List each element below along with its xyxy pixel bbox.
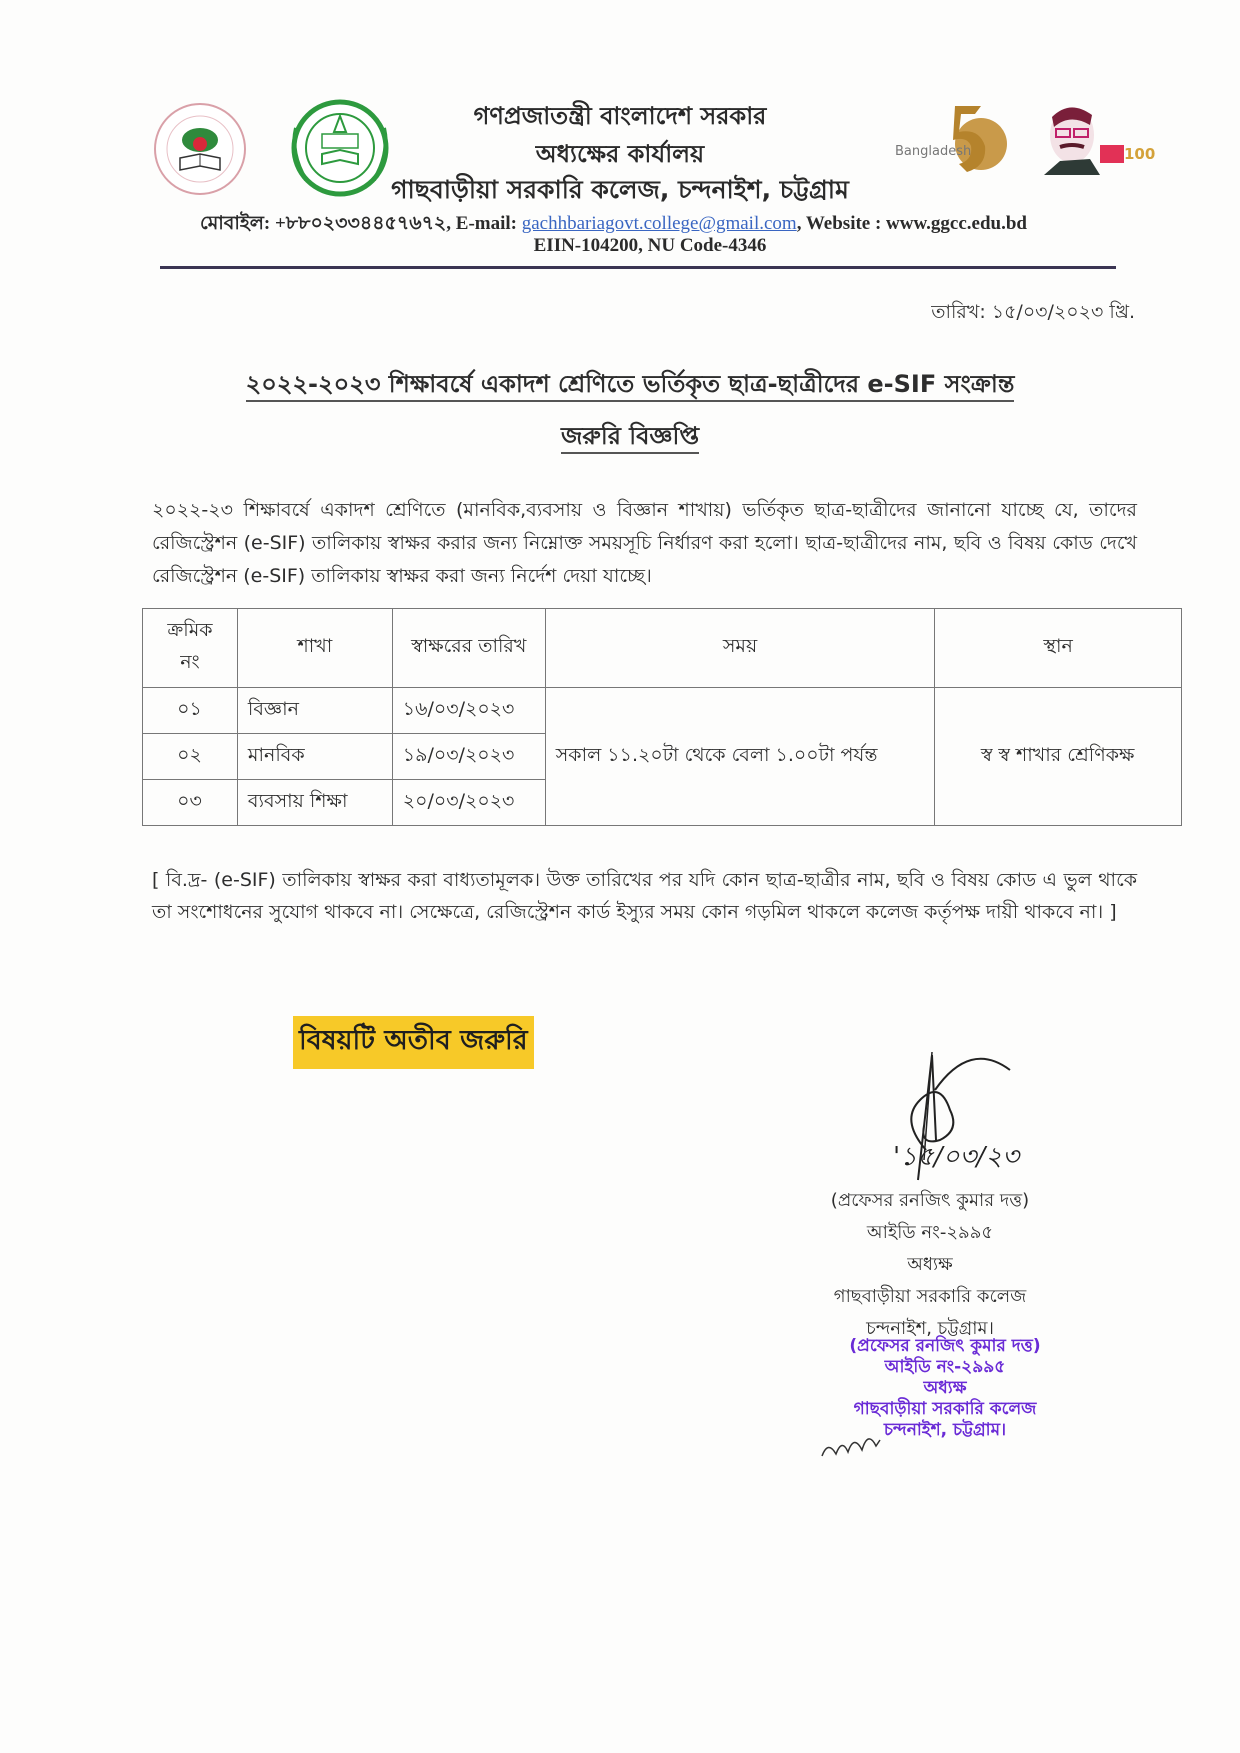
- stamp-id: আইডি নং-২৯৯৫: [884, 1357, 1006, 1377]
- header-serial: [143, 609, 238, 688]
- notice-note: [ বি.দ্র- (e-SIF) তালিকায় স্বাক্ষর করা বাধ্যতামূলক। উক্ত তারিখের পর যদি কোন ছাত্র-ছাত্রীর নাম, ছবি ও বিষয় কোড এ ভুল থাকে তা সংশোধনের সুযোগ থাকবে না। সেক্ষেত্রে, রেজিস্ট্রেশন কার্ড ইস্যুর সময় কোন গড়মিল থাকলে কলেজ কর্তৃপক্ষ দায়ী থাকবে না। ]: [152, 869, 1137, 923]
- stamp-designation: অধ্যক্ষ: [923, 1378, 967, 1398]
- row-branch: ব্যবসায় শিক্ষা: [237, 780, 392, 826]
- signatory-id: আইডি নং-২৯৯৫: [866, 1222, 994, 1243]
- mobile-label: মোবাইল: +৮৮০২৩৩৪৪৫৭৬৭২, E-mail:: [200, 213, 522, 234]
- signatory-college: গাছবাড়ীয়া সরকারি কলেজ: [833, 1286, 1027, 1307]
- notice-subtitle: [180, 418, 1080, 458]
- signatory-name: (প্রফেসর রনজিৎ কুমার দত্ত): [830, 1190, 1030, 1211]
- row-date: ১৯/০৩/২০২৩: [392, 734, 545, 780]
- row-serial: ০১: [143, 688, 238, 734]
- stamp-location: চন্দনাইশ, চট্টগ্রাম।: [883, 1420, 1007, 1440]
- row-date: ২০/০৩/২০২৩: [392, 780, 545, 826]
- initial-signature: [818, 1420, 898, 1470]
- signatory-location: চন্দনাইশ, চট্টগ্রাম।: [866, 1318, 994, 1339]
- table-header-row: [143, 609, 1182, 688]
- header-serial-line2: নং: [180, 651, 200, 673]
- urgent-label: বিষয়টি অতীব জরুরি: [293, 1016, 534, 1069]
- header-divider: [160, 266, 1116, 269]
- table-row: [143, 688, 1182, 734]
- notice-date: তারিখ: ১৫/০৩/২০২৩ খ্রি.: [931, 301, 1135, 323]
- row-serial: ০৩: [143, 780, 238, 826]
- signature-date: '১৫/০৩/২৩: [893, 1142, 1020, 1172]
- website-text: , Website : www.ggcc.edu.bd: [796, 213, 1027, 234]
- email-link[interactable]: gachhbariagovt.college@gmail.com: [521, 213, 797, 234]
- header-sign-date: স্বাক্ষরের তারিখ: [392, 609, 545, 688]
- notice-title-text: ২০২২-২০২৩ শিক্ষাবর্ষে একাদশ শ্রেণিতে ভর্তিকৃত ছাত্র-ছাত্রীদের e-SIF সংক্রান্ত: [246, 370, 1015, 402]
- row-serial: ০২: [143, 734, 238, 780]
- eiin-code: EIIN-104200, NU Code-4346: [533, 235, 767, 256]
- government-title: গণপ্রজাতন্ত্রী বাংলাদেশ সরকার: [473, 102, 767, 130]
- signatory-designation: অধ্যক্ষ: [907, 1254, 953, 1275]
- stamp-name: (প্রফেসর রনজিৎ কুমার দত্ত): [849, 1336, 1041, 1356]
- row-date: ১৬/০৩/২০২৩: [392, 688, 545, 734]
- place-cell: স্ব স্ব শাখার শ্রেণিকক্ষ: [935, 688, 1182, 826]
- row-branch: বিজ্ঞান: [237, 688, 392, 734]
- time-cell: সকাল ১১.২০টা থেকে বেলা ১.০০টা পর্যন্ত: [545, 688, 935, 826]
- college-title: গাছবাড়ীয়া সরকারি কলেজ, চন্দনাইশ, চট্টগ্রাম: [391, 175, 849, 204]
- header-serial-line1: ক্রমিক: [167, 619, 213, 641]
- row-branch: মানবিক: [237, 734, 392, 780]
- notice-title: [180, 366, 1080, 406]
- header-place: স্থান: [935, 609, 1182, 688]
- notice-paragraph: ২০২২-২৩ শিক্ষাবর্ষে একাদশ শ্রেণিতে (মানবিক,ব্যবসায় ও বিজ্ঞান শাখায়) ভর্তিকৃত ছাত্র-ছাত্রীদের জানানো যাচ্ছে যে, তাদের রেজিস্ট্রেশন (e-SIF) তালিকায় স্বাক্ষর করার জন্য নিম্নোক্ত সময়সূচি নির্ধারণ করা হলো। ছাত্র-ছাত্রীদের নাম, ছবি ও বিষয় কোড দেখে রেজিস্ট্রেশন (e-SIF) তালিকায় স্বাক্ষর করা জন্য নির্দেশ দেয়া যাচ্ছে।: [152, 499, 1137, 587]
- portrait-icon: [1030, 95, 1150, 185]
- mujib-100-text: 100: [1124, 145, 1156, 163]
- schedule-table: [142, 608, 1182, 826]
- header-time: সময়: [545, 609, 935, 688]
- bangladesh-50-text: Bangladesh: [895, 144, 972, 159]
- education-ministry-logo: [152, 100, 248, 198]
- header-branch: শাখা: [237, 609, 392, 688]
- mujib-100-logo: [1030, 95, 1156, 185]
- office-title: অধ্যক্ষের কার্যালয়: [535, 140, 705, 168]
- notice-subtitle-text: জরুরি বিজ্ঞপ্তি: [561, 422, 699, 454]
- stamp-college: গাছবাড়ীয়া সরকারি কলেজ: [853, 1399, 1037, 1419]
